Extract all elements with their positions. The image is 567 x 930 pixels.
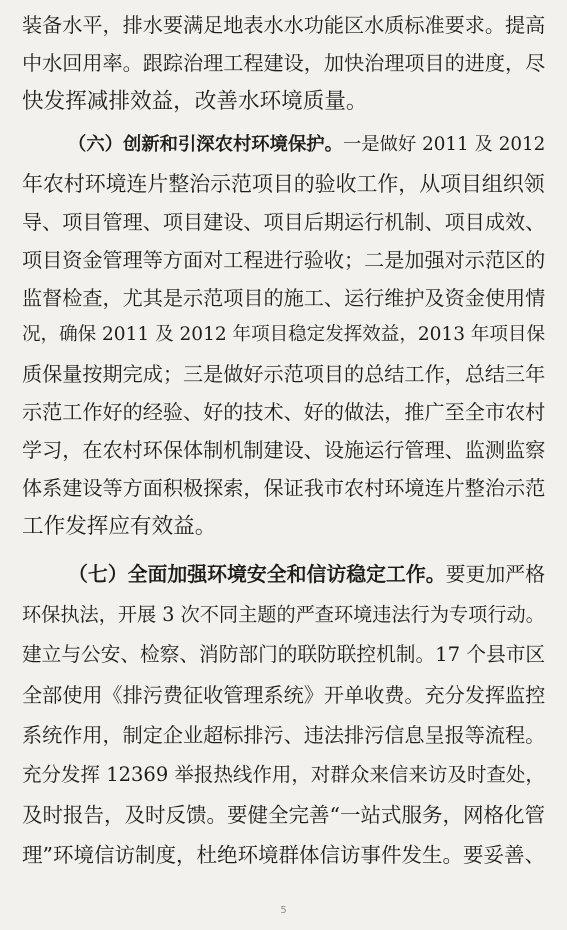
text-line: 充分发挥 12369 举报热线作用，对群众来信来访及时查处，	[22, 763, 545, 786]
text-line: 示范工作好的经验、好的技术、好的做法，推广至全市农村	[22, 400, 546, 424]
section-7-line-text: 要更加严格	[445, 563, 546, 586]
text-line: 建立与公安、检察、消防部门的联防联控机制。17 个县市区	[22, 643, 546, 666]
text-line: 装备水平，排水要满足地表水水功能区水质标准要求。提高	[22, 13, 546, 37]
text-line: 工作发挥应有效益。	[22, 514, 217, 539]
text-line: 理”环境信访制度，杜绝环境群体信访事件发生。要妥善、	[22, 843, 545, 867]
page-number: 5	[280, 905, 287, 916]
text-line: 系统作用，制定企业超标排污、违法排污信息呈报等流程。	[22, 723, 546, 747]
text-line: 快发挥减排效益，改善水环境质量。	[22, 89, 368, 114]
section-6-line-text: 一是做好 2011 及 2012	[342, 134, 546, 155]
text-line: 项目资金管理等方面对工程进行验收；二是加强对示范区的	[22, 248, 546, 272]
text-line: 环保执法，开展 3 次不同主题的严查环境违法行为专项行动。	[22, 603, 545, 626]
text-line: 监督检查，尤其是示范项目的施工、运行维护及资金使用情	[22, 286, 546, 310]
text-line: 体系建设等方面积极探索，保证我市农村环境连片整治示范	[22, 476, 546, 500]
text-line: 全部使用《排污费征收管理系统》开单收费。充分发挥监控	[22, 683, 546, 707]
section-7-heading: （七）全面加强环境安全和信访稳定工作。	[68, 562, 446, 586]
text-line: 学习，在农村环保体制机制建设、设施运行管理、监测监察	[22, 438, 546, 462]
text-line: 中水回用率。跟踪治理工程建设，加快治理项目的进度，尽	[22, 51, 546, 75]
text-line: 导、项目管理、项目建设、项目后期运行机制、项目成效、	[22, 210, 546, 234]
section-7-first-line	[68, 562, 546, 586]
text-line: 质保量按期完成；三是做好示范项目的总结工作，总结三年	[22, 362, 546, 386]
text-line: 年农村环境连片整治示范项目的验收工作，从项目组织领	[22, 172, 545, 196]
text-line: 及时报告，及时反馈。要健全完善“一站式服务，网格化管	[22, 803, 545, 827]
text-line: 况，确保 2011 及 2012 年项目稳定发挥效益，2013 年项目保	[22, 324, 546, 345]
section-6-first-line	[68, 136, 545, 154]
section-6-heading: （六）创新和引深农村环境保护。	[68, 134, 343, 155]
